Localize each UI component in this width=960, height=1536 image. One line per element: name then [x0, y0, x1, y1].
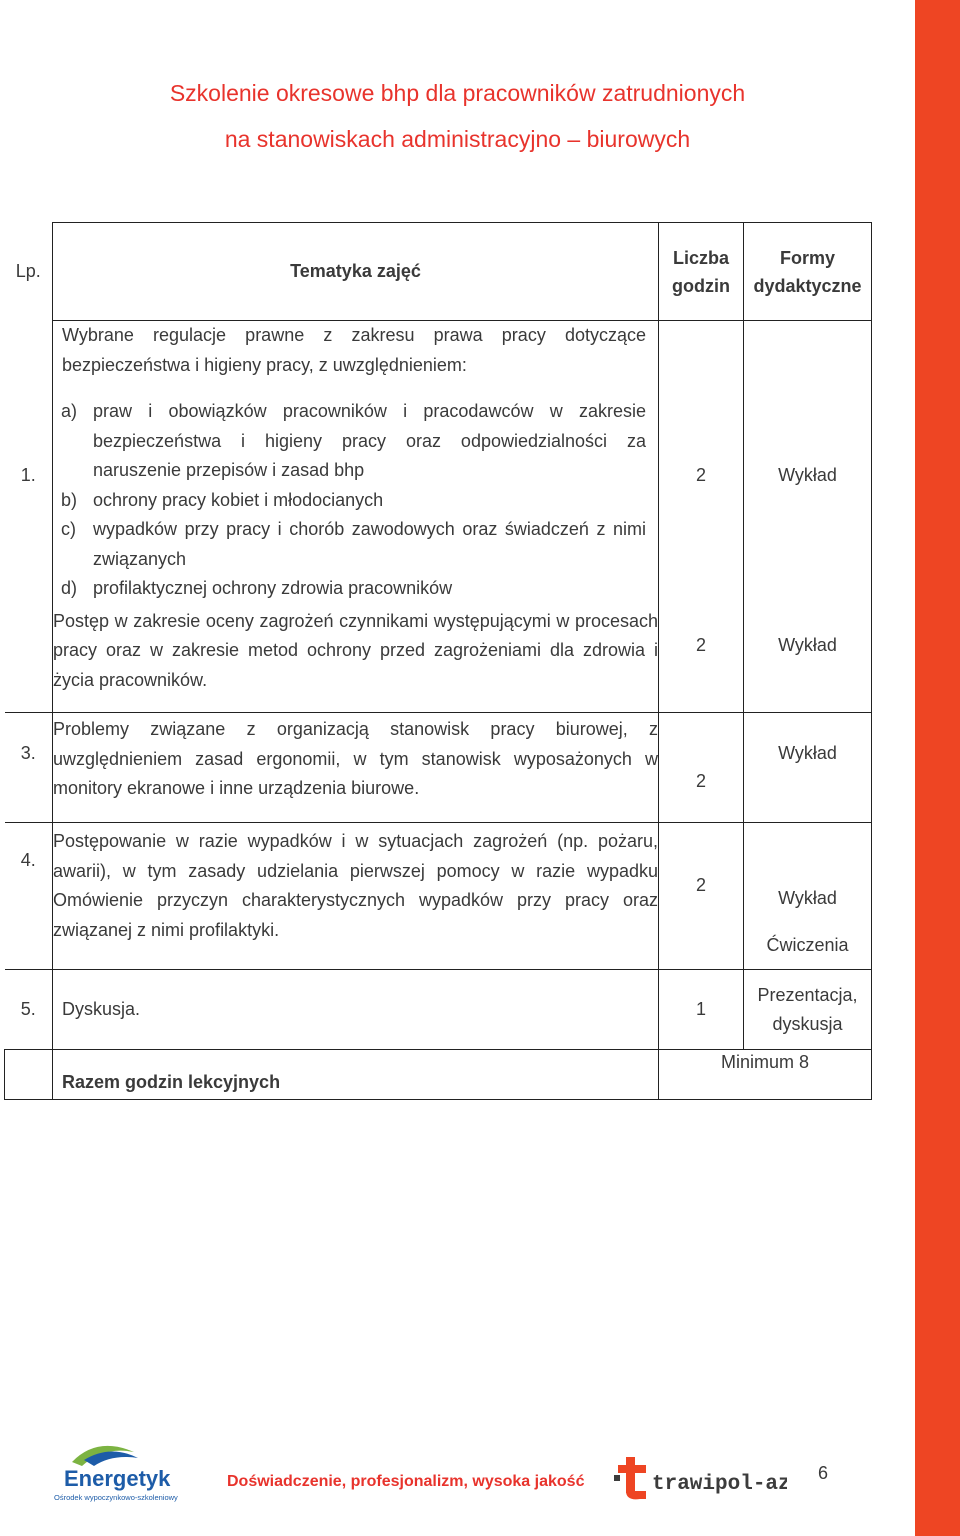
form-line1: Wykład [778, 888, 837, 908]
trawipol-logo [612, 1455, 787, 1503]
row-number: 1. [20, 464, 36, 485]
list-item-text: wypadków przy pracy i chorób zawodowych oraz świadczeń z nimi związanych [93, 519, 646, 569]
list-item [61, 486, 646, 516]
table-header-row [5, 223, 872, 321]
document-subtitle: na stanowiskach administracyjno – biurowych [224, 126, 691, 152]
row-form [744, 823, 872, 970]
schedule-table [4, 222, 872, 1100]
total-label: Razem godzin lekcyjnych [53, 1050, 659, 1100]
table-row [5, 823, 872, 970]
header-hours [659, 223, 744, 321]
row-hours: 2 [659, 321, 744, 607]
row-number: 5. [5, 970, 53, 1050]
energetyk-logo-name: Energetyk [64, 1466, 171, 1491]
row-topic: Postępowanie w razie wypadków i w sytuacjach zagrożeń (np. pożaru, awarii), w tym zasady udzielania pierwszej pomocy w razie wypadku Omówienie przyczyn charakterystycznych wypadków przy pracy oraz związanej z nimi profilaktyki. [53, 823, 659, 970]
row-hours: 2 [659, 607, 744, 713]
footer-slogan: Doświadczenie, profesjonalizm, wysoka jakość [227, 1473, 585, 1490]
header-form-line2: dydaktyczne [753, 275, 862, 296]
row-topic: Problemy związane z organizacją stanowisk pracy biurowej, z uwzględnieniem zasad ergonomii, w tym stanowisk wyposażonych w monitory ekranowe i inne urządzenia biurowe. [53, 713, 659, 823]
side-accent-bar [915, 0, 960, 1536]
list-item-text: profilaktycznej ochrony zdrowia pracowników [93, 578, 453, 598]
header-form-line1: Formy [779, 247, 835, 268]
table-row [5, 970, 872, 1050]
header-form [744, 223, 872, 321]
trawipol-logo-name: trawipol-az [652, 1473, 787, 1496]
row-topic: Postęp w zakresie oceny zagrożeń czynnikami występującymi w procesach pracy oraz w zakresie metod ochrony przed zagrożeniami dla zdrowia i życia pracowników. [53, 607, 659, 713]
header-lp: Lp. [15, 261, 41, 281]
total-lp [5, 1050, 53, 1100]
total-row [5, 1050, 872, 1100]
row-form: Wykład [744, 321, 872, 607]
row-hours: 2 [659, 823, 744, 970]
form-line2: Ćwiczenia [766, 935, 849, 955]
table-row [5, 321, 872, 607]
list-item [61, 397, 646, 486]
row-topic [53, 321, 659, 607]
list-marker: d) [61, 578, 78, 598]
table-row [5, 713, 872, 823]
row-form [744, 970, 872, 1050]
list-item [61, 515, 646, 574]
topic-list [53, 397, 658, 604]
row-intro: Wybrane regulacje prawne z zakresu prawa pracy dotyczące bezpieczeństwa i higieny pracy, z uwzględnieniem: [62, 325, 646, 375]
row-hours: 1 [659, 970, 744, 1050]
header-hours-line1: Liczba [672, 247, 729, 268]
row-hours: 2 [659, 713, 744, 823]
header-topic: Tematyka zajęć [53, 223, 659, 321]
row-form: Wykład [744, 607, 872, 713]
row-form: Wykład [744, 713, 872, 823]
list-item [61, 574, 646, 604]
row-number: 4. [5, 823, 53, 970]
header-hours-line2: godzin [672, 275, 730, 296]
list-item-text: praw i obowiązków pracowników i pracodawców w zakresie bezpieczeństwa i higieny pracy oraz odpowiedzialności za naruszenie przepisów i zasad bhp [93, 401, 646, 480]
page-number: 6 [818, 1463, 829, 1483]
list-item-text: ochrony pracy kobiet i młodocianych [93, 489, 384, 510]
total-value: Minimum 8 [659, 1050, 872, 1100]
document-title: Szkolenie okresowe bhp dla pracowników zatrudnionych [169, 80, 746, 106]
row-topic: Dyskusja. [53, 970, 659, 1050]
row-number: 3. [5, 713, 53, 823]
energetyk-logo [52, 1440, 182, 1504]
energetyk-logo-subtitle: Ośrodek wypoczynkowo-szkoleniowy [54, 1493, 178, 1502]
list-marker: a) [61, 401, 78, 421]
form-line1: Prezentacja, [757, 984, 858, 1005]
list-marker: b) [61, 489, 78, 510]
table-row [5, 607, 872, 713]
list-marker: c) [61, 519, 76, 539]
form-line2: dyskusja [772, 1013, 843, 1034]
